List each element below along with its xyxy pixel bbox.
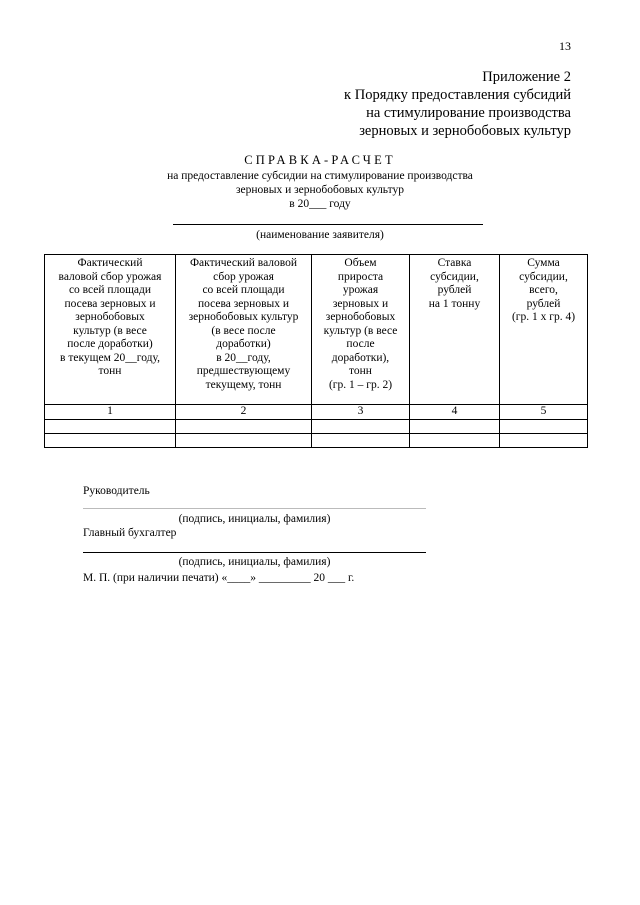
- empty-cell: [500, 433, 588, 447]
- column-number: 1: [45, 405, 176, 420]
- header-text-line: на 1 тонну: [428, 297, 481, 310]
- header-text-line: (в весе после: [211, 324, 276, 337]
- header-text-line: (гр. 1 – гр. 2): [328, 378, 393, 391]
- appendix-line: Приложение 2: [482, 69, 571, 85]
- header-text-line: рублей: [437, 284, 472, 296]
- page-number: 13: [559, 39, 571, 53]
- header-cell-actual-harvest-previous: [176, 255, 312, 405]
- header-text-line: тонн: [349, 365, 372, 377]
- column-number: 3: [312, 405, 410, 420]
- header-text-line: посева зерновых и: [64, 297, 156, 310]
- document-subtitle: на предоставление субсидии на стимулирование производства: [167, 170, 473, 182]
- empty-cell: [410, 433, 500, 447]
- header-cell-harvest-growth: [312, 255, 410, 405]
- header-cell-subsidy-rate: [410, 255, 500, 405]
- empty-cell: [176, 433, 312, 447]
- appendix-line: к Порядку предоставления субсидий: [344, 87, 571, 103]
- accountant-label: Главный бухгалтер: [83, 527, 177, 539]
- header-text-line: культур (в весе: [73, 324, 147, 337]
- document-subtitle: зерновых и зернобобовых культур: [236, 184, 404, 196]
- empty-cell: [500, 419, 588, 433]
- accountant-signature-caption: (подпись, инициалы, фамилия): [178, 556, 331, 568]
- appendix-reference: [344, 68, 571, 140]
- accountant-signature-line: [83, 552, 426, 553]
- document-title: СПРАВКА-РАСЧЕТ: [244, 153, 396, 167]
- applicant-caption: (наименование заявителя): [256, 229, 384, 241]
- empty-cell: [45, 433, 176, 447]
- header-text-line: прироста: [337, 270, 384, 283]
- header-text-line: Объем: [344, 257, 377, 269]
- empty-cell: [312, 419, 410, 433]
- column-number: 4: [410, 405, 500, 420]
- header-text-line: валовой сбор урожая: [58, 270, 162, 283]
- header-text-line: Ставка: [437, 257, 472, 269]
- table-header-row: [45, 255, 588, 405]
- header-text-line: предшествующему: [196, 365, 291, 377]
- header-text-line: со всей площади: [202, 284, 285, 296]
- table-row: [45, 433, 588, 447]
- header-text-line: (гр. 1 х гр. 4): [511, 311, 576, 323]
- appendix-line: зерновых и зернобобовых культур: [359, 123, 571, 139]
- document-title-block: [0, 152, 640, 211]
- appendix-line: на стимулирование производства: [366, 105, 571, 121]
- header-cell-subsidy-total: [500, 255, 588, 405]
- header-text-line: доработки),: [331, 351, 390, 364]
- header-text-line: сбор урожая: [213, 270, 274, 283]
- document-year: в 20___ году: [289, 198, 351, 210]
- header-text-line: Сумма: [527, 257, 560, 269]
- header-text-line: зернобобовых: [325, 311, 396, 323]
- empty-cell: [176, 419, 312, 433]
- head-signature-caption: (подпись, инициалы, фамилия): [178, 513, 331, 525]
- header-text-line: зернобобовых культур: [188, 311, 299, 323]
- head-label: Руководитель: [83, 485, 150, 497]
- header-text-line: субсидии,: [430, 270, 479, 283]
- header-text-line: всего,: [529, 284, 558, 296]
- header-text-line: доработки): [216, 338, 271, 350]
- table-column-number-row: [45, 405, 588, 420]
- header-text-line: Фактический: [77, 257, 143, 269]
- stamp-date-line: М. П. (при наличии печати) «____» _________ 20 ___ г.: [83, 572, 355, 584]
- empty-cell: [312, 433, 410, 447]
- calculation-table: [44, 254, 588, 448]
- header-text-line: после: [346, 338, 375, 350]
- header-text-line: Фактический валовой: [189, 257, 298, 269]
- header-text-line: после доработки): [67, 338, 153, 350]
- header-text-line: в текущем 20__году,: [60, 351, 160, 364]
- header-text-line: субсидии,: [519, 270, 568, 283]
- column-number: 2: [176, 405, 312, 420]
- header-cell-actual-harvest-current: [45, 255, 176, 405]
- header-text-line: рублей: [526, 297, 561, 310]
- column-number: 5: [500, 405, 588, 420]
- header-text-line: культур (в весе: [323, 324, 398, 337]
- header-text-line: тонн: [98, 365, 122, 377]
- header-text-line: зерновых и: [332, 297, 389, 310]
- table-row: [45, 419, 588, 433]
- empty-cell: [45, 419, 176, 433]
- empty-cell: [410, 419, 500, 433]
- head-signature-line: [83, 508, 426, 509]
- header-text-line: в 20__году,: [216, 351, 271, 364]
- applicant-name-line: [173, 224, 483, 225]
- header-text-line: посева зерновых и: [197, 297, 290, 310]
- header-text-line: зернобобовых: [75, 311, 145, 323]
- header-text-line: со всей площади: [68, 284, 152, 296]
- header-text-line: урожая: [342, 284, 379, 296]
- header-text-line: текущему, тонн: [205, 378, 282, 391]
